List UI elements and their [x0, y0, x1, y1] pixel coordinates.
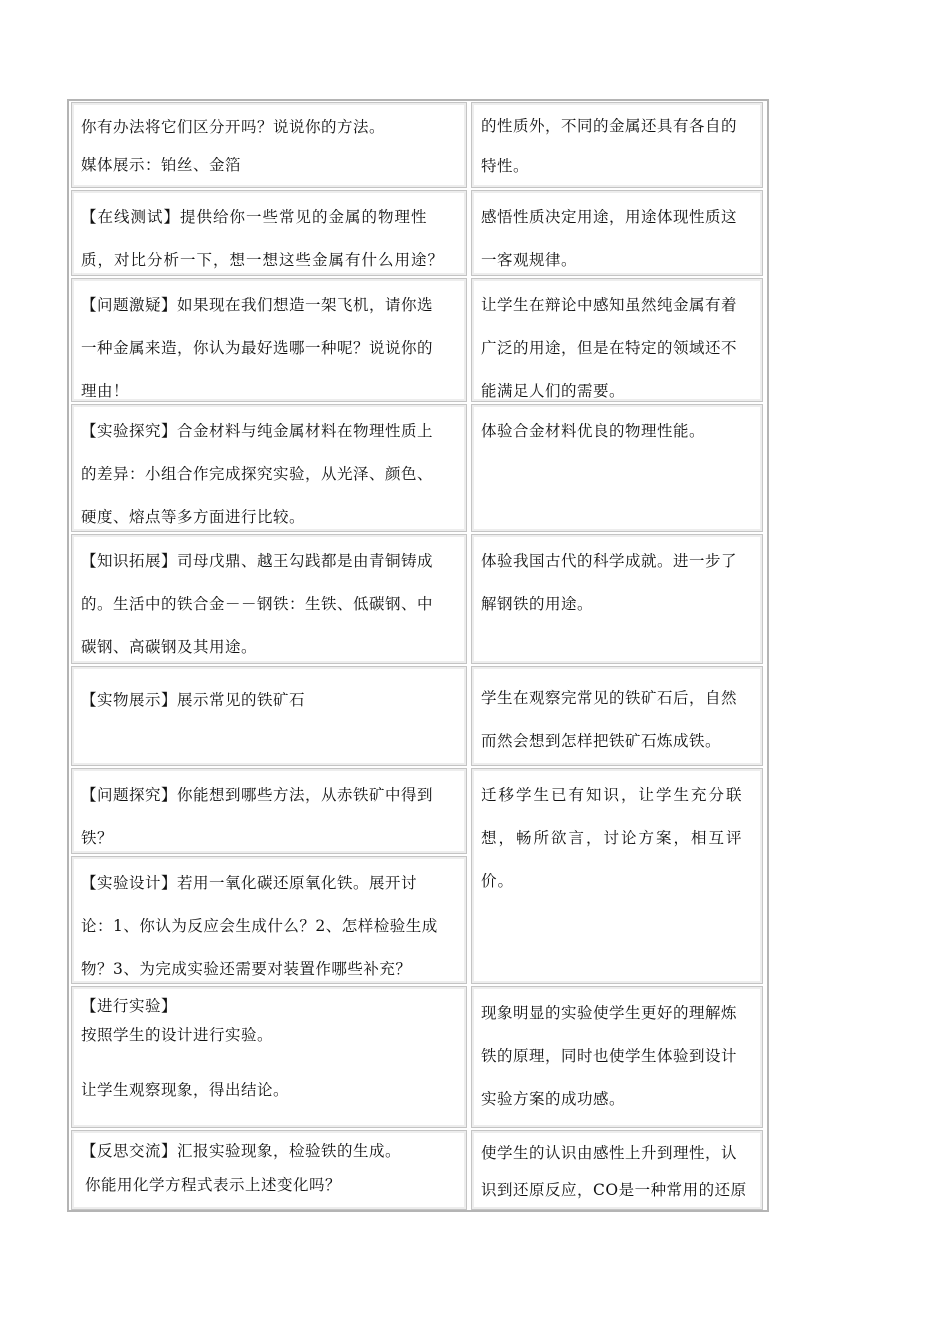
cell-text: 论：1、你认为反应会生成什么？2、怎样检验生成 — [81, 917, 438, 935]
table-cell-right — [471, 986, 763, 1128]
cell-text: 让学生观察现象，得出结论。 — [81, 1081, 290, 1099]
cell-text: 迁移学生已有知识，让学生充分联 — [481, 786, 744, 804]
table-cell-right — [471, 404, 763, 532]
cell-text: 识到还原反应，CO是一种常用的还原 — [481, 1181, 747, 1199]
table-cell-right — [471, 102, 763, 188]
cell-text: 你能用化学方程式表示上述变化吗？ — [85, 1176, 342, 1194]
cell-text: 铁？ — [81, 829, 114, 847]
cell-text: 按照学生的设计进行实验。 — [81, 1026, 274, 1044]
blank-line — [81, 1050, 458, 1072]
cell-text: 【实物展示】展示常见的铁矿石 — [81, 691, 306, 709]
cell-text: 想，畅所欲言，讨论方案，相互评 — [481, 829, 744, 847]
cell-text: 硬度、熔点等多方面进行比较。 — [81, 508, 306, 526]
table-cell-right — [471, 768, 763, 984]
table-cell-left — [71, 666, 467, 766]
table-cell-left — [71, 102, 467, 188]
cell-text: 【反思交流】汇报实验现象，检验铁的生成。 — [81, 1142, 402, 1160]
cell-text: 一种金属来造，你认为最好选哪一种呢？说说你的 — [81, 339, 434, 357]
table-cell-left — [71, 986, 467, 1128]
cell-text: 体验我国古代的科学成就。进一步了 — [481, 552, 738, 570]
cell-text: 现象明显的实验使学生更好的理解炼 — [481, 1004, 738, 1022]
table-cell-left — [71, 1130, 467, 1210]
cell-text: 而然会想到怎样把铁矿石炼成铁。 — [481, 732, 722, 750]
lesson-plan-table — [67, 99, 769, 1212]
cell-text: 特性。 — [481, 157, 530, 175]
cell-text: 使学生的认识由感性上升到理性，认 — [481, 1144, 738, 1162]
cell-text: 让学生在辩论中感知虽然纯金属有着 — [481, 296, 738, 314]
cell-text: 物？3、为完成实验还需要对装置作哪些补充？ — [81, 960, 412, 978]
cell-text: 一客观规律。 — [481, 251, 578, 269]
cell-text: 学生在观察完常见的铁矿石后，自然 — [481, 689, 738, 707]
table-cell-left — [71, 190, 467, 276]
cell-text: 感悟性质决定用途，用途体现性质这 — [481, 208, 738, 226]
cell-text: 质，对比分析一下，想一想这些金属有什么用途？ — [81, 251, 445, 269]
cell-text: 的。生活中的铁合金－－钢铁：生铁、低碳钢、中 — [81, 595, 434, 613]
cell-text: 解钢铁的用途。 — [481, 595, 594, 613]
table-cell-right — [471, 534, 763, 664]
cell-text: 实验方案的成功感。 — [481, 1090, 626, 1108]
table-cell-left — [71, 534, 467, 664]
cell-text: 能满足人们的需要。 — [481, 382, 626, 400]
cell-text: 价。 — [481, 872, 515, 890]
table-cell-left — [71, 278, 467, 402]
table-cell-left — [71, 856, 467, 984]
cell-text: 你有办法将它们区分开吗？说说你的方法。 — [81, 118, 386, 136]
table-cell-right — [471, 666, 763, 766]
cell-text: 的差异：小组合作完成探究实验，从光泽、颜色、 — [81, 465, 434, 483]
table-cell-right — [471, 1130, 763, 1210]
table-cell-left — [71, 404, 467, 532]
cell-text: 【在线测试】提供给你一些常见的金属的物理性 — [81, 208, 428, 226]
cell-text: 广泛的用途，但是在特定的领域还不 — [481, 339, 738, 357]
cell-text: 体验合金材料优良的物理性能。 — [481, 422, 706, 440]
cell-text: 【实验设计】若用一氧化碳还原氧化铁。展开讨 — [81, 874, 418, 892]
table-cell-right — [471, 278, 763, 402]
cell-text: 【实验探究】合金材料与纯金属材料在物理性质上 — [81, 422, 434, 440]
cell-text: 【问题激疑】如果现在我们想造一架飞机，请你选 — [81, 296, 434, 314]
cell-text: 【问题探究】你能想到哪些方法，从赤铁矿中得到 — [81, 786, 434, 804]
table-cell-left — [71, 768, 467, 854]
cell-text: 的性质外，不同的金属还具有各自的 — [481, 117, 738, 135]
cell-text: 【知识拓展】司母戊鼎、越王勾践都是由青铜铸成 — [81, 552, 434, 570]
table-cell-right — [471, 190, 763, 276]
cell-text: 碳钢、高碳钢及其用途。 — [81, 638, 258, 656]
cell-text: 【进行实验】 — [81, 997, 178, 1015]
cell-text: 理由！ — [81, 382, 130, 400]
cell-text: 铁的原理，同时也使学生体验到设计 — [481, 1047, 738, 1065]
cell-text: 媒体展示：铂丝、金箔 — [81, 156, 242, 174]
